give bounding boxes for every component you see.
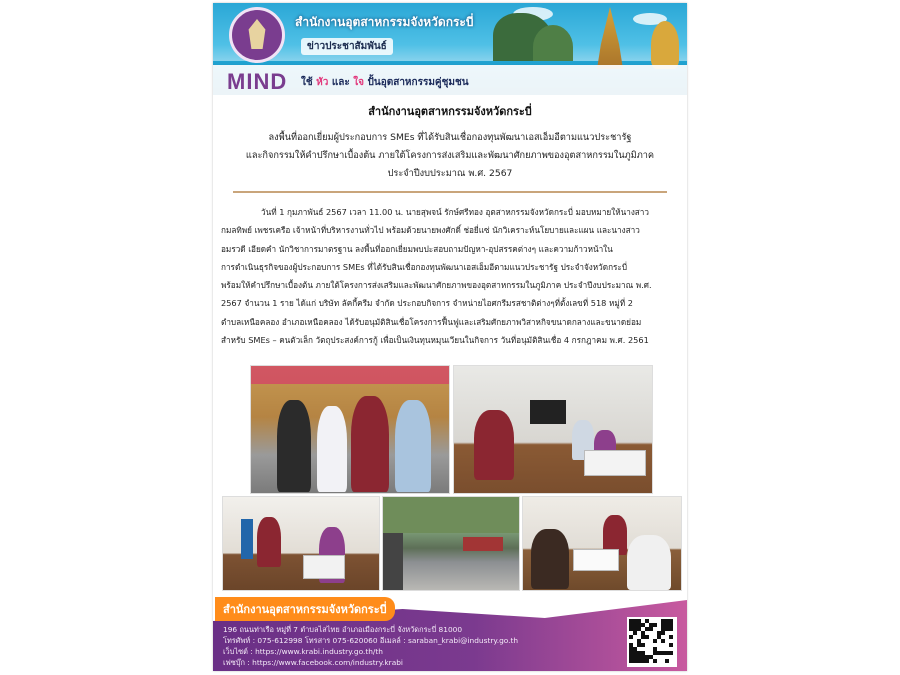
mind-logo-text: MIND xyxy=(227,69,288,94)
buddha-statue-graphic xyxy=(651,21,679,69)
qr-code-icon xyxy=(627,617,677,667)
pagoda-graphic xyxy=(597,7,623,69)
divider-rule xyxy=(233,191,667,193)
photo-desk-consultation xyxy=(222,496,380,591)
photo-group-storefront xyxy=(250,365,450,494)
news-body: วันที่ 1 กุมภาพันธ์ 2567 เวลา 11.00 น. นายสุพจน์ รักษ์ศรีทอง อุตสาหกรรมจังหวัดกระบี่ มอบหมายให้นางสาว กมลทิพย์ เพชรเครือ เจ้าหน้าที่บริหารงานทั่วไป พร้อมด้วยนายพงศักดิ์ ช่อยี่แซ่ นักวิเคราะห์นโยบายและแผน และนางสาว อมรวดี เอียดคำ นักวิชาการมาตรฐาน ลงพื้นที่ออกเยี่ยมพบปะสอบถามปัญหา-อุปสรรคต่างๆ และความก้าวหน้าใน การดำเนินธุรกิจของผู้ประกอบการ SMEs ที่ได้รับสินเชื่อกองทุนพัฒนาเอสเอ็มอีตามแนวประชารัฐ ประจำจังหวัดกระบี่ พร้อมให้คำปรึกษาเบื้องต้น ภายใต้โครงการส่งเสริมและพัฒนาศักยภาพของอุตสาหกรรมในภูมิภาค ประจำปีงบประมาณ พ.ศ. 2567 จำนวน 1 ราย ได้แก่ บริษัท ลัคกี้ครีม จำกัด ประกอบกิจการ จำหน่ายไอศกรีมรสชาติต่างๆที่ตั้งเลขที่ 518 หมู่ที่ 2 ตำบลเหนือคลอง อำเภอเหนือคลอง ได้รับอนุมัติสินเชื่อโครงการฟื้นฟูและเสริมศักยภาพวิสาหกิจขนาดกลางและขนาดย่อม สำหรับ SMEs – คนตัวเล็ก วัตถุประสงค์การกู้ เพื่อเป็นเงินทุนหมุนเวียนในกิจการ วันที่อนุมัติสินเชื่อ 4 กรกฎาคม พ.ศ. 2561 xyxy=(221,207,652,346)
org-title: สำนักงานอุตสาหกรรมจังหวัดกระบี่ xyxy=(295,15,474,29)
photo-discussion-table xyxy=(522,496,682,591)
pr-label: ข่าวประชาสัมพันธ์ xyxy=(301,38,393,55)
footer-website: เว็บไซต์ : https://www.krabi.industry.go.th/th xyxy=(223,647,383,656)
footer-facebook: เฟซบุ๊ก : https://www.facebook.com/industry.krabi xyxy=(223,658,403,667)
footer-title: สำนักงานอุตสาหกรรมจังหวัดกระบี่ xyxy=(215,597,395,621)
footer-address: 196 ถนนท่าเรือ หมู่ที่ 7 ตำบลไสไทย อำเภอเมืองกระบี่ จังหวัดกระบี่ 81000 xyxy=(223,625,463,634)
photo-outdoor-parking xyxy=(382,496,520,591)
header-banner xyxy=(213,3,687,95)
news-sheet xyxy=(213,3,687,671)
document-title: สำนักงานอุตสาหกรรมจังหวัดกระบี่ xyxy=(368,105,532,118)
document-subtitle: ลงพื้นที่ออกเยี่ยมผู้ประกอบการ SMEs ที่ได้รับสินเชื่อกองทุนพัฒนาเอสเอ็มอีตามแนวประชารัฐ และกิจกรรมให้คำปรึกษาเบื้องต้น ภายใต้โครงการส่งเสริมและพัฒนาศักยภาพของอุตสาหกรรมในภูมิภาค ประจำปีงบประมาณ พ.ศ. 2567 xyxy=(245,132,655,179)
footer-phone: โทรศัพท์ : 075-612998 โทรสาร 075-620060 อีเมลล์ : saraban_krabi@industry.go.th xyxy=(223,636,519,645)
slogan: ใช้ หัว และ ใจ ปั้นอุตสาหกรรมคู่ชุมชน xyxy=(301,77,469,88)
org-logo-icon xyxy=(229,7,285,63)
photo-meeting-office xyxy=(453,365,653,494)
